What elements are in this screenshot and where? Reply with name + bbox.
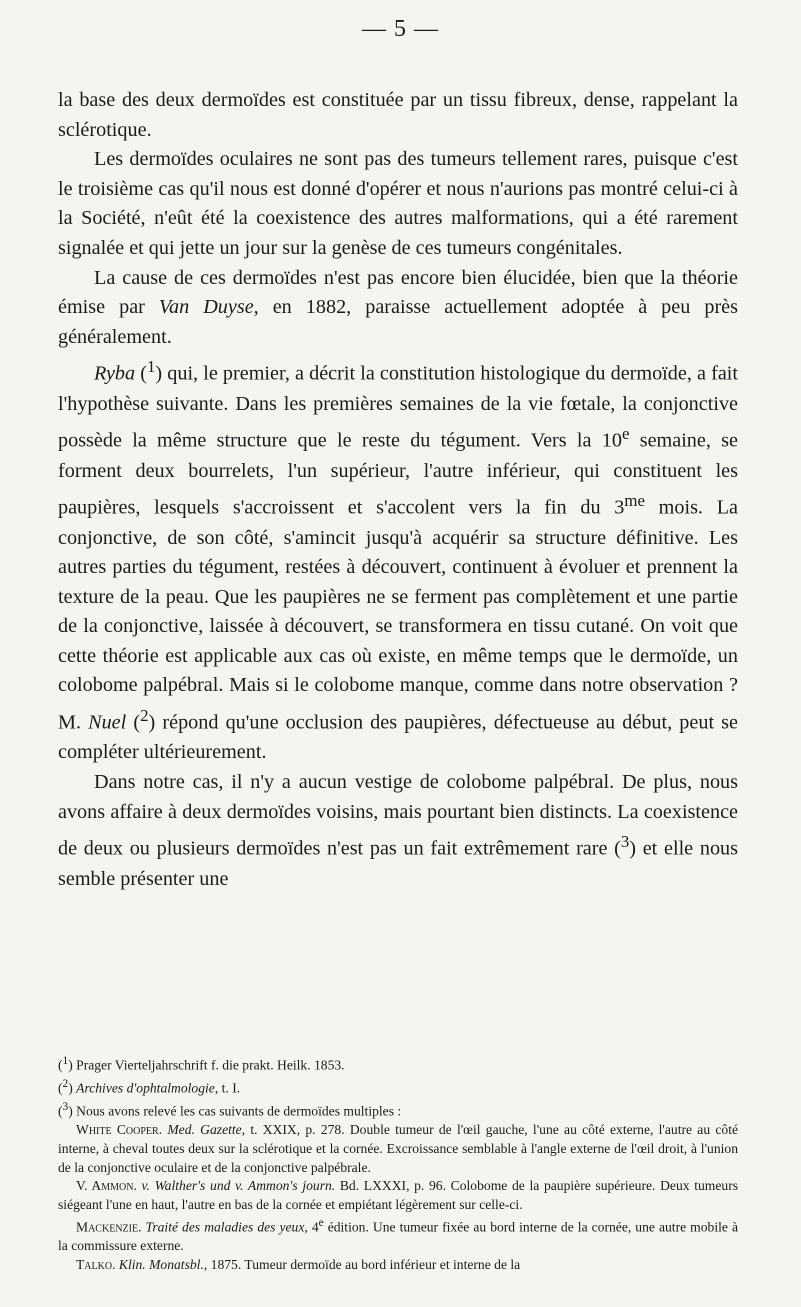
author-name: Mackenzie (76, 1219, 139, 1235)
italic-text: v. Walther's und v. Ammon's journ. (141, 1178, 336, 1194)
footnote (58, 1214, 738, 1256)
superscript: e (621, 424, 630, 444)
author-name: Talko (76, 1257, 113, 1273)
text-run: , t. XXIX, p. 278. Double tumeur de l'œil gauche, l'une au côté externe, l'autre au côté interne, à cheval toutes deux sur la sclérotique et la cornée. Excroissance semblable à l'angle externe de l'œil droit, à l'union de la conjonctive oculaire et de la conjonctive palpébrale. (58, 1122, 739, 1175)
italic-text: Archives d'ophtalmologie (76, 1080, 215, 1096)
author-name: V. Ammon (76, 1178, 134, 1194)
body-text (58, 86, 738, 894)
author-name: White Cooper (76, 1122, 159, 1138)
italic-text: Van Duyse (158, 296, 254, 319)
italic-text: Traité des maladies des yeux (145, 1219, 305, 1235)
text-run: édition. Une tumeur fixée au bord interne de la cornée, une autre mobile à la commissure externe. (58, 1219, 738, 1254)
superscript: me (624, 491, 645, 511)
superscript: 3 (62, 1101, 69, 1114)
text-run: . (138, 1219, 146, 1235)
text-run: ) Prager Vierteljahrschrift f. die prakt. Heilk. 1853. (68, 1057, 345, 1073)
text-run: ( (58, 1057, 63, 1073)
italic-text: Klin. Monatsbl. (118, 1257, 204, 1273)
text-run: . (112, 1257, 119, 1273)
paragraph (58, 86, 738, 145)
text-run: ( (126, 711, 141, 734)
text-run: , en 1882, paraisse actuellement adoptée à peu près généralement. (58, 296, 738, 348)
text-run: Dans notre cas, il n'y a aucun vestige de colobome palpébral. De plus, nous avons affaire à deux dermoïdes voisins, mais pourtant bien distincts. La coexistence de deux ou plusieurs dermoïdes n'est pas un fait extrêmement rare ( (58, 771, 738, 860)
paragraph (58, 145, 738, 263)
paragraph (58, 264, 738, 353)
text-run: mois. La conjonctive, de son côté, s'amincit jusqu'à acquérir sa structure définitive. Les autres parties du tégument, restées à découvert, continuent à évoluer et prennent la texture de la peau. Que les paupières ne se ferment pas complètement et une partie de la conjonctive, laissée à découvert, se transformera en tissu cutané. On voit que cette théorie est applicable aux cas où existe, en même temps que le dermoïde, un colobome palpébral. Mais si le colobome manque, comme dans notre observation ? M. (58, 496, 738, 734)
text-run: la base des deux dermoïdes est constituée par un tissu fibreux, dense, rappelant la sclérotique. (58, 89, 738, 141)
text-run: ( (58, 1080, 63, 1096)
text-run: ) qui, le premier, a décrit la constitution histologique du dermoïde, a fait l'hypothèse suivante. Dans les premières semaines de la vie fœtale, la conjonctive possède la même structure que le reste du tégument. Vers la 10 (58, 363, 738, 452)
text-run: ) et elle nous semble présenter une (58, 837, 738, 890)
text-run: ) (68, 1080, 77, 1096)
text-run: Bd. LXXXI, p. 96. Colobome de la paupière supérieure. Deux tumeurs siégeant l'une en haut, l'autre en bas de la cornée et empiétant légèrement sur celle-ci. (58, 1178, 739, 1212)
text-run: ) Nous avons relevé les cas suivants de dermoïdes multiples : (68, 1103, 402, 1119)
footnote (58, 1052, 738, 1075)
text-run: semaine, se forment deux bourrelets, l'un supérieur, l'autre inférieur, qui constituent les paupières, lesquels s'accroissent et s'accolent vers la fin du 3 (58, 430, 738, 519)
superscript: 3 (620, 832, 630, 852)
paragraph (58, 352, 738, 768)
text-run: , 4 (304, 1219, 319, 1235)
superscript: 2 (62, 1078, 69, 1091)
text-run: ) répond qu'une occlusion des paupières, défectueuse au début, peut se compléter ultérieurement. (58, 711, 738, 764)
footnote (58, 1121, 738, 1177)
italic-text: Nuel (88, 711, 127, 734)
page-number: — 5 — (362, 16, 439, 42)
text-run: Les dermoïdes oculaires ne sont pas des tumeurs tellement rares, puisque c'est le troisième cas qu'il nous est donné d'opérer et nous n'aurions pas montré celui-ci à la Société, n'eût été la coexistence des autres malformations, qui a été rarement signalée et qui jette un jour sur la genèse de ces tumeurs congénitales. (58, 148, 738, 259)
footnotes (58, 1052, 738, 1275)
text-run: . (133, 1178, 142, 1194)
footnote (58, 1177, 738, 1214)
superscript: e (318, 1217, 324, 1230)
text-run: ( (135, 363, 147, 386)
footnote (58, 1075, 738, 1098)
superscript: 1 (62, 1055, 69, 1067)
text-run: . (158, 1122, 168, 1138)
footnote (58, 1098, 738, 1121)
superscript: 2 (140, 706, 149, 726)
footnote (58, 1256, 738, 1275)
paragraph (58, 768, 738, 894)
italic-text: Ryba (94, 363, 136, 386)
text-run: , 1875. Tumeur dermoïde au bord inférieur et interne de la (203, 1257, 521, 1273)
italic-text: Med. Gazette (167, 1122, 242, 1138)
text-run: , t. I. (214, 1080, 241, 1096)
text-run: ( (58, 1103, 63, 1119)
superscript: 1 (146, 357, 156, 377)
text-run: La cause de ces dermoïdes n'est pas encore bien élucidée, bien que la théorie émise par (58, 266, 738, 319)
